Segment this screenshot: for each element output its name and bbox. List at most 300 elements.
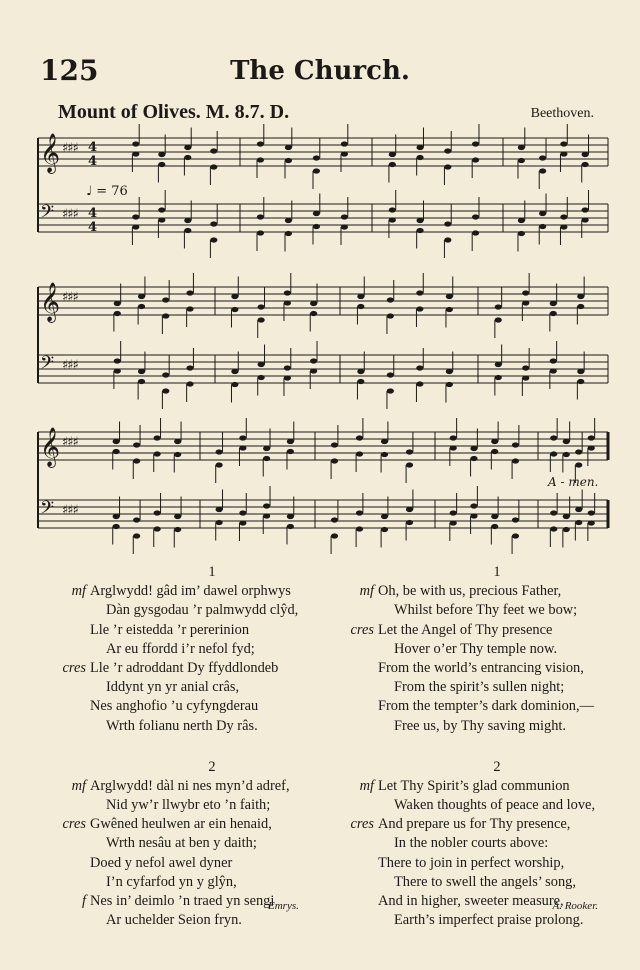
welsh-verse-1 — [58, 582, 326, 736]
verse-line — [58, 777, 326, 796]
notehead — [331, 533, 338, 538]
notehead — [512, 442, 519, 447]
notehead — [387, 313, 394, 318]
dynamic-marking: f — [82, 893, 86, 910]
notehead — [154, 510, 161, 515]
notehead — [416, 228, 423, 233]
notehead — [158, 217, 165, 222]
notehead — [450, 510, 457, 515]
verse-line — [346, 911, 608, 930]
verse-number: 1 — [493, 564, 501, 580]
notehead — [387, 372, 394, 377]
verse-line-text: From the world’s entrancing vision, — [378, 659, 584, 676]
notehead — [588, 445, 595, 450]
notehead — [491, 449, 498, 454]
notehead — [563, 439, 570, 444]
time-signature: 4 — [88, 220, 98, 235]
notehead — [406, 462, 413, 467]
notehead — [284, 300, 291, 305]
notehead — [263, 513, 270, 518]
notehead — [239, 435, 246, 440]
verse-line-text: Nes anghofio ’u cyfyngderau — [90, 698, 259, 715]
notehead — [512, 517, 519, 522]
verse-number: 2 — [493, 758, 501, 775]
treble-clef: 𝄞 — [40, 427, 61, 467]
notehead — [310, 358, 317, 363]
welsh-hymn-text — [58, 563, 326, 930]
notehead — [138, 379, 145, 384]
notehead — [450, 520, 457, 525]
notehead — [444, 237, 451, 242]
notehead — [133, 533, 140, 538]
notehead — [518, 158, 525, 163]
notehead — [550, 526, 557, 531]
notehead — [313, 155, 320, 160]
verse-line-text: Nes in’ deimlo ’n traed yn sengi — [90, 893, 275, 910]
notehead — [133, 442, 140, 447]
notehead — [239, 520, 246, 525]
notehead — [550, 435, 557, 440]
notehead — [588, 435, 595, 440]
verse-line-text: In the nobler courts above: — [394, 835, 549, 852]
notehead — [133, 517, 140, 522]
notehead — [310, 311, 317, 316]
key-signature: ♯♯♯ — [62, 207, 78, 222]
notehead — [381, 527, 388, 532]
notehead — [387, 388, 394, 393]
tempo-marking: ♩ = 76 — [86, 184, 128, 199]
notehead — [550, 301, 557, 306]
notehead — [518, 145, 525, 150]
verse-line-text: Arglwydd! dàl ni nes myn’d adref, — [90, 777, 290, 794]
notehead — [588, 510, 595, 515]
notehead — [132, 141, 139, 146]
key-signature: ♯♯♯ — [62, 435, 78, 450]
dynamic-marking: mf — [71, 583, 86, 600]
notehead — [174, 452, 181, 457]
notehead — [416, 145, 423, 150]
notehead — [416, 155, 423, 160]
verse-line — [58, 697, 326, 716]
notehead — [154, 526, 161, 531]
key-signature: ♯♯♯ — [62, 503, 78, 518]
notehead — [357, 379, 364, 384]
notehead — [560, 214, 567, 219]
verse-line-text: Let Thy Spirit’s glad communion — [378, 777, 570, 794]
bass-clef: 𝄢 — [40, 353, 55, 378]
notehead — [446, 369, 453, 374]
notehead — [518, 218, 525, 223]
notehead — [174, 439, 181, 444]
notehead — [444, 148, 451, 153]
verse-number: 1 — [208, 564, 216, 580]
notehead — [138, 294, 145, 299]
verse-line — [346, 777, 608, 796]
treble-clef: 𝄞 — [40, 133, 61, 173]
notehead — [577, 294, 584, 299]
verse-line-text: Oh, be with us, precious Father, — [378, 583, 562, 600]
verse-line — [346, 697, 608, 716]
verse-line-text: Whilst before Thy feet we bow; — [394, 602, 578, 619]
notehead — [470, 456, 477, 461]
verse-line-text: Ar eu ffordd i’r nefol fyd; — [106, 640, 255, 657]
notehead — [387, 297, 394, 302]
verse-line — [58, 601, 326, 620]
verse-line-text: Waken thoughts of peace and love, — [394, 797, 596, 814]
verse-line-text: Nid yw’r llwybr eto ’n faith; — [106, 797, 271, 814]
notehead — [158, 152, 165, 157]
verse-line-text: Earth’s imperfect praise prolong. — [394, 912, 584, 929]
notehead — [257, 157, 264, 162]
notehead — [184, 155, 191, 160]
running-head: The Church. — [230, 56, 410, 86]
verse-line — [58, 678, 326, 697]
notehead — [550, 451, 557, 456]
notehead — [257, 141, 264, 146]
notehead — [162, 297, 169, 302]
notehead — [450, 445, 457, 450]
notehead — [389, 152, 396, 157]
bass-clef: 𝄢 — [40, 202, 55, 227]
notehead — [495, 317, 502, 322]
notehead — [285, 218, 292, 223]
notehead — [263, 456, 270, 461]
verse-number: 2 — [208, 758, 216, 775]
notehead — [550, 358, 557, 363]
notehead — [357, 304, 364, 309]
notehead — [210, 221, 217, 226]
notehead — [231, 307, 238, 312]
notehead — [522, 375, 529, 380]
bass-clef: 𝄢 — [40, 498, 55, 523]
notehead — [588, 520, 595, 525]
verse-line-text: From the tempter’s dark dominion,— — [378, 698, 594, 715]
notehead — [446, 294, 453, 299]
key-signature: ♯♯♯ — [62, 290, 78, 305]
dynamic-marking: cres — [62, 816, 86, 833]
notehead — [287, 514, 294, 519]
verse-line-text: There to swell the angels’ song, — [394, 873, 576, 890]
notehead — [416, 365, 423, 370]
notehead — [575, 507, 582, 512]
verse-line-text: Ar uchelder Seion fryn. — [106, 912, 242, 929]
notehead — [560, 141, 567, 146]
verse-line-text: Wrth nesâu at ben y daith; — [106, 835, 257, 852]
notehead — [495, 375, 502, 380]
notehead — [381, 452, 388, 457]
verse-line-text: Doed y nefol awel dyner — [90, 854, 233, 871]
verse-line — [346, 621, 608, 640]
notehead — [113, 449, 120, 454]
notehead — [287, 524, 294, 529]
notehead — [356, 451, 363, 456]
notehead — [216, 462, 223, 467]
notehead — [310, 368, 317, 373]
verse-line — [58, 854, 326, 873]
notehead — [577, 304, 584, 309]
notehead — [446, 307, 453, 312]
verse-line — [58, 621, 326, 640]
notehead — [210, 148, 217, 153]
notehead — [162, 388, 169, 393]
notehead — [285, 158, 292, 163]
verse-line-text: Lle ’r adroddant Dy ffyddlondeb — [90, 659, 279, 676]
notehead — [184, 228, 191, 233]
verse-line — [346, 873, 608, 892]
notehead — [357, 294, 364, 299]
notehead — [284, 375, 291, 380]
notehead — [575, 462, 582, 467]
notehead — [184, 145, 191, 150]
notehead — [357, 369, 364, 374]
verse-line — [58, 834, 326, 853]
notehead — [162, 372, 169, 377]
verse-line — [58, 640, 326, 659]
notehead — [539, 211, 546, 216]
amen-label: A - men. — [548, 475, 599, 489]
notehead — [406, 507, 413, 512]
notehead — [186, 365, 193, 370]
notehead — [231, 294, 238, 299]
notehead — [472, 214, 479, 219]
verse-line-text: Hover o’er Thy temple now. — [394, 640, 558, 657]
verse-line-text: Dàn gysgodau ’r palmwydd clŷd, — [106, 602, 299, 619]
tune-title: Mount of Olives. M. 8.7. D. — [58, 101, 290, 123]
notehead — [472, 157, 479, 162]
notehead — [331, 442, 338, 447]
notehead — [575, 449, 582, 454]
key-signature: ♯♯♯ — [62, 358, 78, 373]
notehead — [258, 304, 265, 309]
verse-line — [346, 796, 608, 815]
english-author-credit: A. Rooker. — [552, 900, 598, 912]
notehead — [258, 362, 265, 367]
verse-line-text: And prepare us for Thy presence, — [378, 816, 571, 833]
verse-line — [346, 854, 608, 873]
notehead — [522, 300, 529, 305]
notehead — [577, 369, 584, 374]
verse-line — [58, 796, 326, 815]
notehead — [512, 533, 519, 538]
notehead — [563, 527, 570, 532]
verse-line-text: Arglwydd! gâd im’ dawel orphwys — [90, 583, 291, 600]
notehead — [470, 446, 477, 451]
notehead — [416, 381, 423, 386]
dynamic-marking: mf — [359, 777, 374, 794]
notehead — [582, 152, 589, 157]
verse-line — [346, 834, 608, 853]
page-number: 125 — [40, 54, 99, 87]
notehead — [416, 218, 423, 223]
notehead — [389, 217, 396, 222]
notehead — [341, 214, 348, 219]
notehead — [389, 207, 396, 212]
notehead — [154, 451, 161, 456]
notehead — [287, 439, 294, 444]
notehead — [284, 365, 291, 370]
notehead — [138, 304, 145, 309]
time-signature: 4 — [88, 154, 98, 169]
english-verse-1 — [346, 582, 608, 736]
verse-line — [346, 678, 608, 697]
notehead — [113, 524, 120, 529]
notehead — [341, 141, 348, 146]
notehead — [174, 514, 181, 519]
notehead — [389, 162, 396, 167]
notehead — [512, 458, 519, 463]
notehead — [470, 503, 477, 508]
notehead — [186, 381, 193, 386]
notehead — [114, 358, 121, 363]
verse-line — [346, 659, 608, 678]
notehead — [582, 162, 589, 167]
english-hymn-text — [346, 563, 608, 930]
notehead — [231, 369, 238, 374]
notehead — [381, 439, 388, 444]
dynamic-marking: mf — [71, 777, 86, 794]
notehead — [563, 514, 570, 519]
notehead — [356, 435, 363, 440]
notehead — [444, 164, 451, 169]
notehead — [406, 449, 413, 454]
notehead — [284, 290, 291, 295]
verse-line-text: Wrth folianu nerth Dy râs. — [106, 717, 258, 734]
notehead — [560, 151, 567, 156]
notehead — [491, 524, 498, 529]
notehead — [257, 230, 264, 235]
notehead — [154, 435, 161, 440]
notehead — [210, 237, 217, 242]
verse-line-text: Let the Angel of Thy presence — [378, 621, 553, 638]
notehead — [132, 151, 139, 156]
dynamic-marking: mf — [359, 583, 374, 600]
notehead — [472, 230, 479, 235]
notehead — [356, 510, 363, 515]
verse-line — [58, 873, 326, 892]
verse-line — [346, 601, 608, 620]
notehead — [550, 311, 557, 316]
notehead — [258, 375, 265, 380]
notehead — [495, 304, 502, 309]
notehead — [313, 211, 320, 216]
verse-line — [58, 717, 326, 736]
notehead — [210, 164, 217, 169]
verse-line-text: Gwêned heulwen ar ein henaid, — [90, 816, 272, 833]
notehead — [381, 514, 388, 519]
verse-line — [346, 582, 608, 601]
notehead — [285, 145, 292, 150]
notehead — [114, 368, 121, 373]
notehead — [133, 458, 140, 463]
notehead — [341, 151, 348, 156]
notehead — [186, 306, 193, 311]
notehead — [472, 141, 479, 146]
notehead — [331, 517, 338, 522]
notehead — [416, 306, 423, 311]
treble-clef: 𝄞 — [40, 282, 61, 322]
notehead — [313, 224, 320, 229]
notehead — [539, 224, 546, 229]
notehead — [356, 526, 363, 531]
notehead — [216, 507, 223, 512]
notehead — [113, 514, 120, 519]
verse-line-text: I’n cyfarfod yn y glŷn, — [106, 873, 237, 890]
notehead — [132, 224, 139, 229]
verse-line — [58, 911, 326, 930]
verse-line-text: From the spirit’s sullen night; — [394, 679, 565, 696]
time-signature: 4 — [88, 206, 98, 221]
notehead — [582, 207, 589, 212]
notehead — [575, 520, 582, 525]
verse-line-text: Lle ’r eistedda ’r pererinion — [90, 621, 250, 638]
notehead — [186, 290, 193, 295]
notehead — [522, 290, 529, 295]
notehead — [331, 458, 338, 463]
notehead — [406, 520, 413, 525]
verse-line — [58, 582, 326, 601]
notehead — [518, 231, 525, 236]
notehead — [216, 520, 223, 525]
notehead — [313, 168, 320, 173]
notehead — [113, 439, 120, 444]
notehead — [239, 510, 246, 515]
notehead — [114, 311, 121, 316]
verse-line — [346, 815, 608, 834]
welsh-author-credit: Emrys. — [268, 900, 299, 912]
notehead — [539, 168, 546, 173]
verse-line-text: Free us, by Thy saving might. — [394, 717, 567, 734]
notehead — [522, 365, 529, 370]
notehead — [162, 313, 169, 318]
notehead — [582, 217, 589, 222]
notehead — [258, 317, 265, 322]
dynamic-marking: cres — [350, 816, 374, 833]
notehead — [539, 155, 546, 160]
composer-credit: Beethoven. — [530, 106, 594, 121]
notehead — [263, 446, 270, 451]
notehead — [287, 449, 294, 454]
verse-line-text: There to join in perfect worship, — [378, 854, 565, 871]
notehead — [560, 224, 567, 229]
verse-line-text: And in higher, sweeter measure, — [378, 893, 564, 910]
notehead — [158, 162, 165, 167]
notehead — [132, 214, 139, 219]
notehead — [550, 368, 557, 373]
notehead — [231, 382, 238, 387]
notehead — [285, 231, 292, 236]
notehead — [446, 382, 453, 387]
notehead — [491, 514, 498, 519]
notehead — [114, 301, 121, 306]
notehead — [158, 207, 165, 212]
verse-line — [346, 717, 608, 736]
notehead — [577, 379, 584, 384]
notehead — [310, 301, 317, 306]
verse-line-text: Iddynt yn yr anial crâs, — [106, 679, 240, 696]
dynamic-marking: cres — [350, 621, 374, 638]
notehead — [450, 435, 457, 440]
notehead — [491, 439, 498, 444]
notehead — [174, 527, 181, 532]
verse-line — [58, 659, 326, 678]
verse-line — [58, 815, 326, 834]
dynamic-marking: cres — [62, 659, 86, 676]
notehead — [416, 290, 423, 295]
notehead — [138, 369, 145, 374]
notehead — [184, 218, 191, 223]
notehead — [470, 513, 477, 518]
verse-line — [346, 640, 608, 659]
